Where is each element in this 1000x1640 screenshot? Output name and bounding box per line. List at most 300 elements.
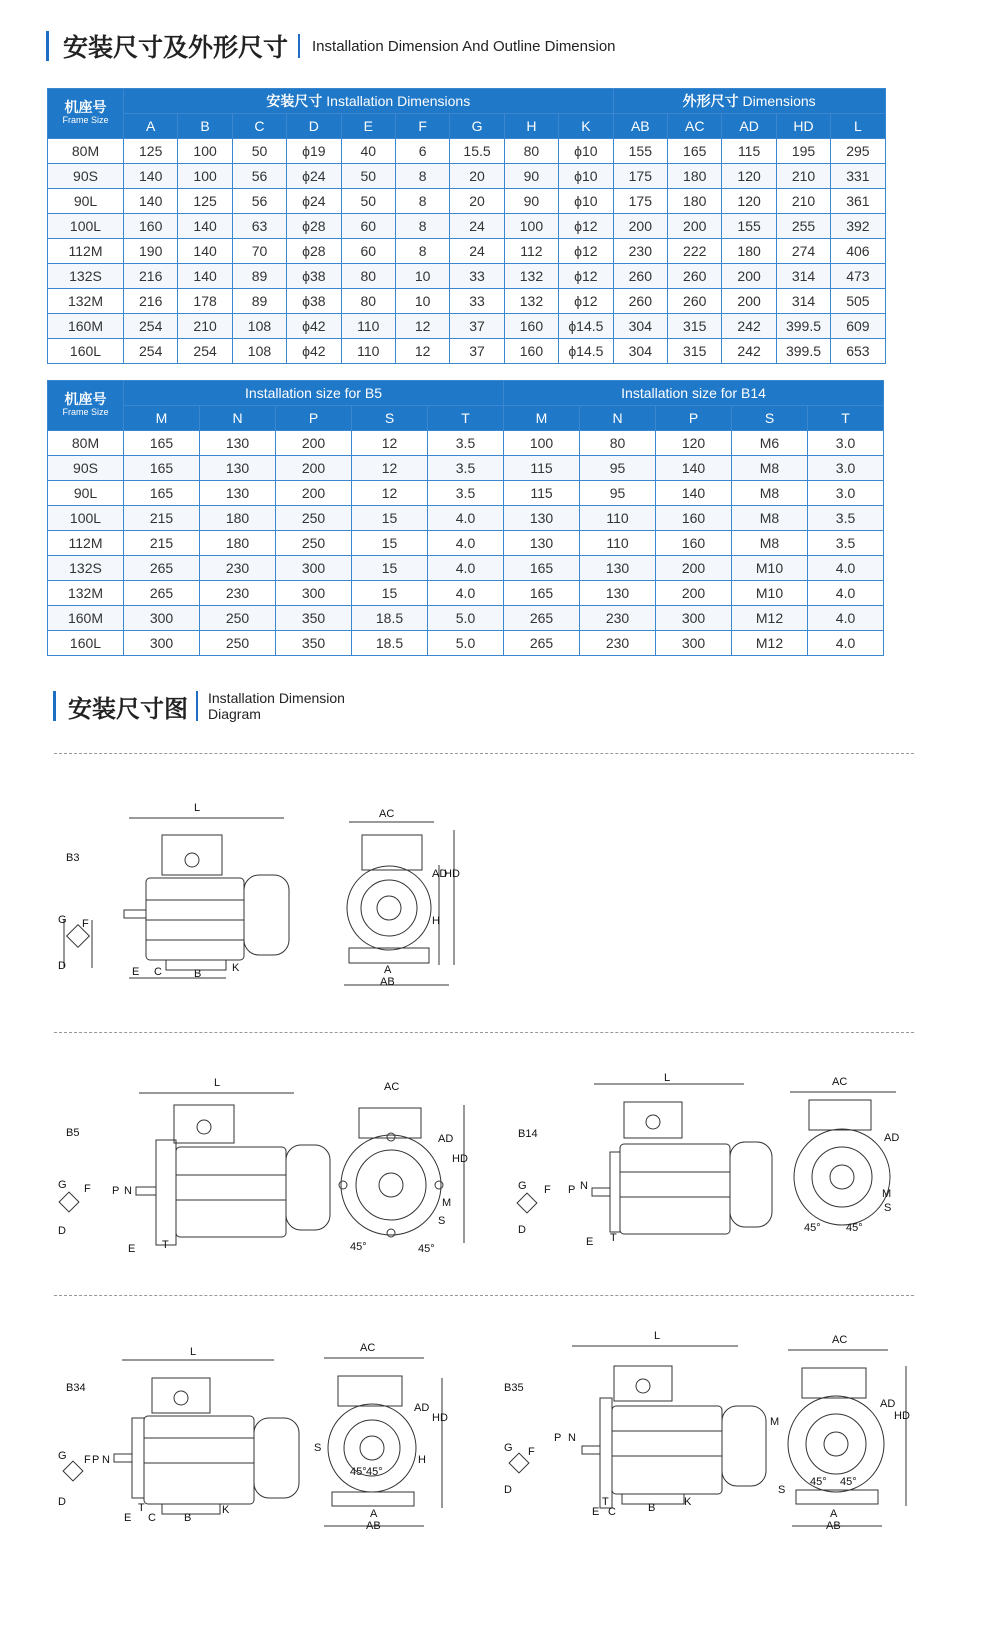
dim-A: A bbox=[370, 1508, 378, 1520]
heading-title-en bbox=[208, 690, 345, 722]
table-cell: 125 bbox=[124, 139, 178, 164]
table-cell: 140 bbox=[178, 239, 232, 264]
table-cell: 33 bbox=[450, 289, 504, 314]
table-cell: 230 bbox=[580, 606, 656, 631]
dim-H: H bbox=[418, 1454, 426, 1466]
table-cell: 215 bbox=[124, 506, 200, 531]
table-cell: 473 bbox=[831, 264, 885, 289]
table-cell: 3.0 bbox=[808, 456, 884, 481]
dim-AC: AC bbox=[379, 808, 395, 820]
frame-size-cell: 90S bbox=[48, 456, 124, 481]
table-cell: 160 bbox=[124, 214, 178, 239]
table-cell: 80 bbox=[341, 264, 395, 289]
table-cell: 200 bbox=[722, 264, 776, 289]
table-cell: 130 bbox=[504, 531, 580, 556]
table-cell: 15 bbox=[352, 556, 428, 581]
table-cell: 60 bbox=[341, 214, 395, 239]
b14-group-header: Installation size for B14 bbox=[504, 381, 884, 406]
table-cell: 15 bbox=[352, 506, 428, 531]
table-cell: 254 bbox=[178, 339, 232, 364]
table-cell: 190 bbox=[124, 239, 178, 264]
table-cell: 265 bbox=[124, 581, 200, 606]
heading-title-cn: 安装尺寸及外形尺寸 bbox=[63, 33, 289, 62]
table-cell: 300 bbox=[124, 606, 200, 631]
angle-45-right: 45° bbox=[418, 1243, 435, 1255]
heading-title-en-line1: Installation Dimension bbox=[208, 690, 345, 706]
heading-title-en-line2: Diagram bbox=[208, 706, 261, 722]
table-cell: 89 bbox=[232, 264, 286, 289]
dim-AC: AC bbox=[832, 1076, 848, 1088]
frame-size-cell: 80M bbox=[48, 139, 124, 164]
motor-body bbox=[612, 1406, 722, 1494]
table-cell: ϕ28 bbox=[287, 214, 341, 239]
table-cell: M8 bbox=[732, 531, 808, 556]
table-cell: 12 bbox=[352, 431, 428, 456]
end-view-circle bbox=[347, 866, 431, 950]
table-cell: 63 bbox=[232, 214, 286, 239]
outline-group-en: Dimensions bbox=[738, 93, 816, 109]
dim-G: G bbox=[518, 1180, 527, 1192]
terminal-box bbox=[162, 835, 222, 875]
dim-AB: AB bbox=[366, 1520, 381, 1532]
table-cell: 100 bbox=[504, 431, 580, 456]
table-cell: 180 bbox=[200, 506, 276, 531]
table-cell: 155 bbox=[722, 214, 776, 239]
table-cell: 130 bbox=[200, 431, 276, 456]
table-row bbox=[48, 506, 884, 531]
column-header: P bbox=[276, 406, 352, 431]
dim-K: K bbox=[232, 962, 240, 974]
dim-F: F bbox=[544, 1184, 551, 1196]
dim-AB: AB bbox=[826, 1520, 841, 1532]
table-cell: 3.5 bbox=[428, 481, 504, 506]
table-cell: 70 bbox=[232, 239, 286, 264]
table-cell: 216 bbox=[124, 289, 178, 314]
column-header: A bbox=[124, 114, 178, 139]
frame-size-cell: 90L bbox=[48, 481, 124, 506]
dim-AD: AD bbox=[880, 1398, 896, 1410]
table-cell: 10 bbox=[395, 289, 449, 314]
table-cell: 200 bbox=[276, 481, 352, 506]
terminal-box bbox=[174, 1105, 234, 1143]
frame-size-cell: 100L bbox=[48, 506, 124, 531]
table-cell: ϕ38 bbox=[287, 264, 341, 289]
table-cell: 15.5 bbox=[450, 139, 504, 164]
divider bbox=[54, 1295, 914, 1296]
table-cell: M12 bbox=[732, 631, 808, 656]
motor-body bbox=[620, 1144, 730, 1234]
divider bbox=[54, 1032, 914, 1033]
table-cell: M8 bbox=[732, 506, 808, 531]
table-cell: 50 bbox=[341, 164, 395, 189]
installation-group-en: Installation Dimensions bbox=[322, 93, 471, 109]
table-row bbox=[48, 239, 886, 264]
table-cell: 230 bbox=[613, 239, 667, 264]
dim-D: D bbox=[504, 1484, 512, 1496]
table-cell: 165 bbox=[124, 431, 200, 456]
angle-45-left: 45° bbox=[350, 1466, 367, 1478]
table-cell: 100 bbox=[178, 164, 232, 189]
dim-S: S bbox=[314, 1442, 322, 1454]
table-cell: 653 bbox=[831, 339, 885, 364]
table-cell: 200 bbox=[276, 456, 352, 481]
shaft bbox=[592, 1188, 610, 1196]
table-cell: 300 bbox=[656, 606, 732, 631]
table-cell: 260 bbox=[668, 264, 722, 289]
table-cell: 254 bbox=[124, 314, 178, 339]
table-cell: 60 bbox=[341, 239, 395, 264]
dim-P: P bbox=[92, 1454, 100, 1466]
table-cell: 265 bbox=[124, 556, 200, 581]
table-cell: 4.0 bbox=[808, 556, 884, 581]
table-cell: 120 bbox=[722, 164, 776, 189]
table-cell: 120 bbox=[722, 189, 776, 214]
table-cell: 110 bbox=[580, 531, 656, 556]
frame-size-header bbox=[48, 89, 124, 139]
shaft-key-icon bbox=[517, 1193, 537, 1213]
column-header: H bbox=[504, 114, 558, 139]
table-cell: M10 bbox=[732, 556, 808, 581]
table-cell: 274 bbox=[776, 239, 830, 264]
table-cell: 255 bbox=[776, 214, 830, 239]
table-cell: 100 bbox=[178, 139, 232, 164]
angle-45-left: 45° bbox=[804, 1222, 821, 1234]
dim-F: F bbox=[528, 1446, 535, 1458]
table-cell: ϕ24 bbox=[287, 164, 341, 189]
dim-AD: AD bbox=[414, 1402, 430, 1414]
table-cell: 130 bbox=[580, 581, 656, 606]
column-header: D bbox=[287, 114, 341, 139]
table-cell: 24 bbox=[450, 214, 504, 239]
column-header: B bbox=[178, 114, 232, 139]
frame-size-cell: 90L bbox=[48, 189, 124, 214]
table-cell: 140 bbox=[178, 264, 232, 289]
terminal-box bbox=[614, 1366, 672, 1401]
table-cell: 165 bbox=[504, 581, 580, 606]
table-cell: 399.5 bbox=[776, 314, 830, 339]
frame-size-cell: 80M bbox=[48, 431, 124, 456]
dim-HD: HD bbox=[432, 1412, 448, 1424]
table-cell: 250 bbox=[276, 506, 352, 531]
table-cell: 250 bbox=[200, 631, 276, 656]
table-cell: ϕ12 bbox=[559, 264, 614, 289]
table-cell: 216 bbox=[124, 264, 178, 289]
flange bbox=[600, 1398, 612, 1508]
column-header: N bbox=[580, 406, 656, 431]
heading-title-cn: 安装尺寸图 bbox=[68, 694, 188, 723]
table-cell: 80 bbox=[341, 289, 395, 314]
table-cell: 300 bbox=[276, 556, 352, 581]
table-cell: 4.0 bbox=[428, 556, 504, 581]
shaft bbox=[114, 1454, 132, 1462]
table-row bbox=[48, 581, 884, 606]
dim-T: T bbox=[602, 1496, 609, 1508]
table-cell: 300 bbox=[276, 581, 352, 606]
frame-size-header-en: Frame Size bbox=[62, 115, 109, 126]
table-cell: 210 bbox=[776, 189, 830, 214]
b5-group-header: Installation size for B5 bbox=[124, 381, 504, 406]
angle-45-right: 45° bbox=[840, 1476, 857, 1488]
dim-G: G bbox=[58, 1179, 67, 1191]
table-cell: ϕ24 bbox=[287, 189, 341, 214]
shaft-key-icon bbox=[63, 1461, 83, 1481]
b35-diagram bbox=[496, 1326, 916, 1536]
dim-D: D bbox=[58, 960, 66, 972]
dim-A: A bbox=[830, 1508, 838, 1520]
table-cell: 18.5 bbox=[352, 631, 428, 656]
table-cell: ϕ12 bbox=[559, 239, 614, 264]
frame-size-cell: 132S bbox=[48, 264, 124, 289]
flange bbox=[610, 1152, 620, 1232]
table-cell: 132 bbox=[504, 289, 558, 314]
table-row bbox=[48, 339, 886, 364]
table-cell: 8 bbox=[395, 239, 449, 264]
angle-45-right: 45° bbox=[846, 1222, 863, 1234]
column-header: AB bbox=[613, 114, 667, 139]
table-cell: 180 bbox=[200, 531, 276, 556]
frame-size-cell: 160M bbox=[48, 314, 124, 339]
table-cell: 242 bbox=[722, 314, 776, 339]
divider bbox=[54, 753, 914, 754]
table-cell: 12 bbox=[352, 456, 428, 481]
dim-K: K bbox=[222, 1504, 230, 1516]
b34-diagram bbox=[54, 1338, 484, 1538]
dim-G: G bbox=[58, 1450, 67, 1462]
outline-group-cn: 外形尺寸 bbox=[682, 94, 739, 110]
table-cell: 505 bbox=[831, 289, 885, 314]
table-cell: 125 bbox=[178, 189, 232, 214]
table-cell: 80 bbox=[580, 431, 656, 456]
motor-body bbox=[176, 1147, 286, 1237]
table-cell: 3.0 bbox=[808, 481, 884, 506]
table-cell: 4.0 bbox=[428, 531, 504, 556]
dim-N: N bbox=[580, 1180, 588, 1192]
dim-L: L bbox=[664, 1072, 671, 1084]
shaft bbox=[136, 1187, 156, 1195]
table-cell: 95 bbox=[580, 481, 656, 506]
table-cell: 12 bbox=[395, 314, 449, 339]
dim-P: P bbox=[554, 1432, 562, 1444]
frame-size-header-en: Frame Size bbox=[62, 407, 109, 418]
dim-K: K bbox=[684, 1496, 692, 1508]
heading-title-en: Installation Dimension And Outline Dimension bbox=[312, 37, 616, 55]
table-row bbox=[48, 214, 886, 239]
table-cell: 331 bbox=[831, 164, 885, 189]
shaft bbox=[124, 910, 146, 918]
table-cell: 250 bbox=[200, 606, 276, 631]
table-cell: 24 bbox=[450, 239, 504, 264]
table-cell: 12 bbox=[352, 481, 428, 506]
angle-45-right: 45° bbox=[366, 1466, 383, 1478]
flange bbox=[156, 1140, 176, 1245]
dim-M: M bbox=[882, 1188, 892, 1200]
dim-L: L bbox=[214, 1077, 221, 1089]
column-header: F bbox=[395, 114, 449, 139]
table-cell: 392 bbox=[831, 214, 885, 239]
table-cell: 295 bbox=[831, 139, 885, 164]
table-cell: 3.5 bbox=[428, 431, 504, 456]
end-view-circle bbox=[328, 1404, 416, 1492]
fan-cover bbox=[254, 1418, 299, 1498]
angle-45-left: 45° bbox=[810, 1476, 827, 1488]
table-cell: 108 bbox=[232, 339, 286, 364]
table-row bbox=[48, 289, 886, 314]
table-cell: 160 bbox=[656, 531, 732, 556]
table-cell: M12 bbox=[732, 606, 808, 631]
b34-label: B34 bbox=[66, 1382, 86, 1394]
table-cell: 165 bbox=[668, 139, 722, 164]
shaft-key-icon bbox=[59, 1192, 79, 1212]
end-view-circle bbox=[788, 1396, 884, 1492]
column-header: S bbox=[352, 406, 428, 431]
dim-N: N bbox=[568, 1432, 576, 1444]
dim-N: N bbox=[102, 1454, 110, 1466]
b3-drawing bbox=[54, 790, 494, 990]
flange-size-table bbox=[47, 380, 884, 656]
table-cell: 20 bbox=[450, 189, 504, 214]
dim-D: D bbox=[518, 1224, 526, 1236]
table-cell: 200 bbox=[656, 581, 732, 606]
table-cell: 165 bbox=[504, 556, 580, 581]
frame-size-header-cn: 机座号 bbox=[64, 392, 107, 409]
table-cell: 160 bbox=[504, 314, 558, 339]
b5-label: B5 bbox=[66, 1127, 80, 1139]
table-cell: 5.0 bbox=[428, 606, 504, 631]
table-cell: 361 bbox=[831, 189, 885, 214]
dim-M: M bbox=[770, 1416, 780, 1428]
terminal-box bbox=[624, 1102, 682, 1138]
table-cell: 130 bbox=[580, 556, 656, 581]
dim-A: A bbox=[384, 964, 392, 976]
table-cell: 314 bbox=[776, 289, 830, 314]
table-cell: 56 bbox=[232, 189, 286, 214]
table-row bbox=[48, 481, 884, 506]
dim-AC: AC bbox=[832, 1334, 848, 1346]
table-cell: M10 bbox=[732, 581, 808, 606]
table-cell: ϕ10 bbox=[559, 164, 614, 189]
dim-C: C bbox=[148, 1512, 156, 1524]
table-row bbox=[48, 531, 884, 556]
dim-E: E bbox=[592, 1506, 600, 1518]
table-cell: 4.0 bbox=[428, 506, 504, 531]
table-cell: 130 bbox=[200, 481, 276, 506]
table-cell: 222 bbox=[668, 239, 722, 264]
section-heading-dimensions bbox=[46, 30, 616, 62]
table-cell: 4.0 bbox=[808, 631, 884, 656]
table-cell: 115 bbox=[722, 139, 776, 164]
dim-B: B bbox=[194, 968, 202, 980]
table-cell: 195 bbox=[776, 139, 830, 164]
column-header: P bbox=[656, 406, 732, 431]
installation-group-cn: 安装尺寸 bbox=[266, 94, 323, 110]
table-cell: 3.5 bbox=[808, 506, 884, 531]
column-header: AD bbox=[722, 114, 776, 139]
table-cell: 165 bbox=[124, 456, 200, 481]
table-row bbox=[48, 431, 884, 456]
table-cell: 230 bbox=[580, 631, 656, 656]
column-header: HD bbox=[776, 114, 830, 139]
dim-G: G bbox=[58, 914, 67, 926]
table-cell: M8 bbox=[732, 456, 808, 481]
fan-cover bbox=[244, 875, 289, 955]
table-cell: 90 bbox=[504, 164, 558, 189]
table-cell: 50 bbox=[341, 189, 395, 214]
table-cell: 609 bbox=[831, 314, 885, 339]
table-cell: 230 bbox=[200, 581, 276, 606]
terminal-box bbox=[152, 1378, 210, 1413]
b5-diagram bbox=[54, 1075, 484, 1265]
heading-divider-bar bbox=[298, 34, 300, 58]
dim-N: N bbox=[124, 1185, 132, 1197]
table-row bbox=[48, 139, 886, 164]
table-row bbox=[48, 189, 886, 214]
table-cell: 89 bbox=[232, 289, 286, 314]
b3-diagram bbox=[54, 790, 494, 990]
table-cell: 3.5 bbox=[808, 531, 884, 556]
outline-dimensions-group-header bbox=[613, 89, 885, 114]
table-cell: 8 bbox=[395, 164, 449, 189]
dim-L: L bbox=[654, 1330, 661, 1342]
heading-accent-bar bbox=[53, 691, 56, 721]
table-cell: ϕ28 bbox=[287, 239, 341, 264]
heading-accent-bar bbox=[46, 31, 49, 61]
table-cell: ϕ12 bbox=[559, 214, 614, 239]
column-header: G bbox=[450, 114, 504, 139]
section-heading-diagram bbox=[53, 688, 345, 724]
column-header: L bbox=[831, 114, 885, 139]
column-header: M bbox=[124, 406, 200, 431]
table-cell: 8 bbox=[395, 214, 449, 239]
dim-HD: HD bbox=[452, 1153, 468, 1165]
frame-size-cell: 132S bbox=[48, 556, 124, 581]
b34-drawing bbox=[54, 1338, 484, 1538]
dim-T: T bbox=[162, 1239, 169, 1251]
table-cell: 175 bbox=[613, 164, 667, 189]
end-view-circle bbox=[794, 1129, 890, 1225]
table-cell: 230 bbox=[200, 556, 276, 581]
column-header: E bbox=[341, 114, 395, 139]
dim-C: C bbox=[608, 1506, 616, 1518]
table-cell: 108 bbox=[232, 314, 286, 339]
column-header: N bbox=[200, 406, 276, 431]
table-cell: ϕ14.5 bbox=[559, 339, 614, 364]
table-cell: 140 bbox=[124, 189, 178, 214]
dim-D: D bbox=[58, 1225, 66, 1237]
dim-H: H bbox=[432, 915, 440, 927]
column-header: AC bbox=[668, 114, 722, 139]
table-cell: 200 bbox=[613, 214, 667, 239]
table-cell: 406 bbox=[831, 239, 885, 264]
table-cell: 12 bbox=[395, 339, 449, 364]
table-cell: 4.0 bbox=[808, 581, 884, 606]
table-cell: ϕ10 bbox=[559, 139, 614, 164]
table-cell: 314 bbox=[776, 264, 830, 289]
table-row bbox=[48, 164, 886, 189]
table-cell: 37 bbox=[450, 314, 504, 339]
dim-AC: AC bbox=[384, 1081, 400, 1093]
frame-size-cell: 112M bbox=[48, 239, 124, 264]
table-cell: 3.0 bbox=[808, 431, 884, 456]
dim-G: G bbox=[504, 1442, 513, 1454]
dim-B: B bbox=[648, 1502, 656, 1514]
table-cell: 165 bbox=[124, 481, 200, 506]
dim-S: S bbox=[884, 1202, 892, 1214]
frame-size-cell: 132M bbox=[48, 289, 124, 314]
table-cell: ϕ12 bbox=[559, 289, 614, 314]
frame-size-cell: 112M bbox=[48, 531, 124, 556]
table-cell: 3.5 bbox=[428, 456, 504, 481]
table-cell: 242 bbox=[722, 339, 776, 364]
